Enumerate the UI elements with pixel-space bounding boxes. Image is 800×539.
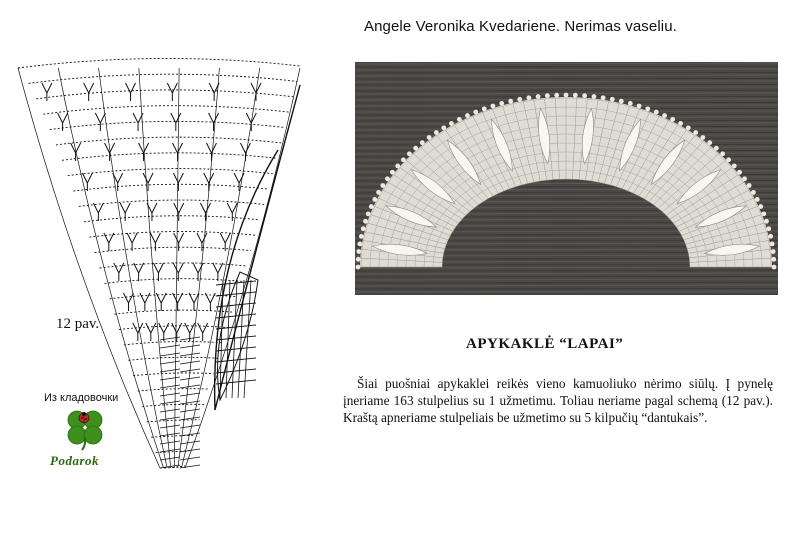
lace-collar-photo xyxy=(355,62,778,295)
article-title: APYKAKLĖ “LAPAI” xyxy=(466,336,624,352)
article-body xyxy=(343,375,773,426)
article-body-paragraph: Šiai puošniai apykaklei reikės vieno kamuoliuko nėrimo siūlų. Į pynelę įneriame 163 stulpelius su 1 užmetimu. Toliau neriame pagal schemą (12 pav.). Kraštą apneriame stulpeliais be užmetimo su 5 kilpučių “dantukais”. xyxy=(343,376,773,425)
clover-ladybug-icon xyxy=(60,407,110,451)
watermark-text: Из кладовочки xyxy=(44,392,119,404)
watermark-signature: Podarok xyxy=(50,453,99,468)
crochet-chart-diagram xyxy=(10,40,325,485)
figure-label: 12 pav. xyxy=(56,316,100,332)
page-header-title: Angele Veronika Kvedariene. Nerimas vaseliu. xyxy=(364,18,677,35)
